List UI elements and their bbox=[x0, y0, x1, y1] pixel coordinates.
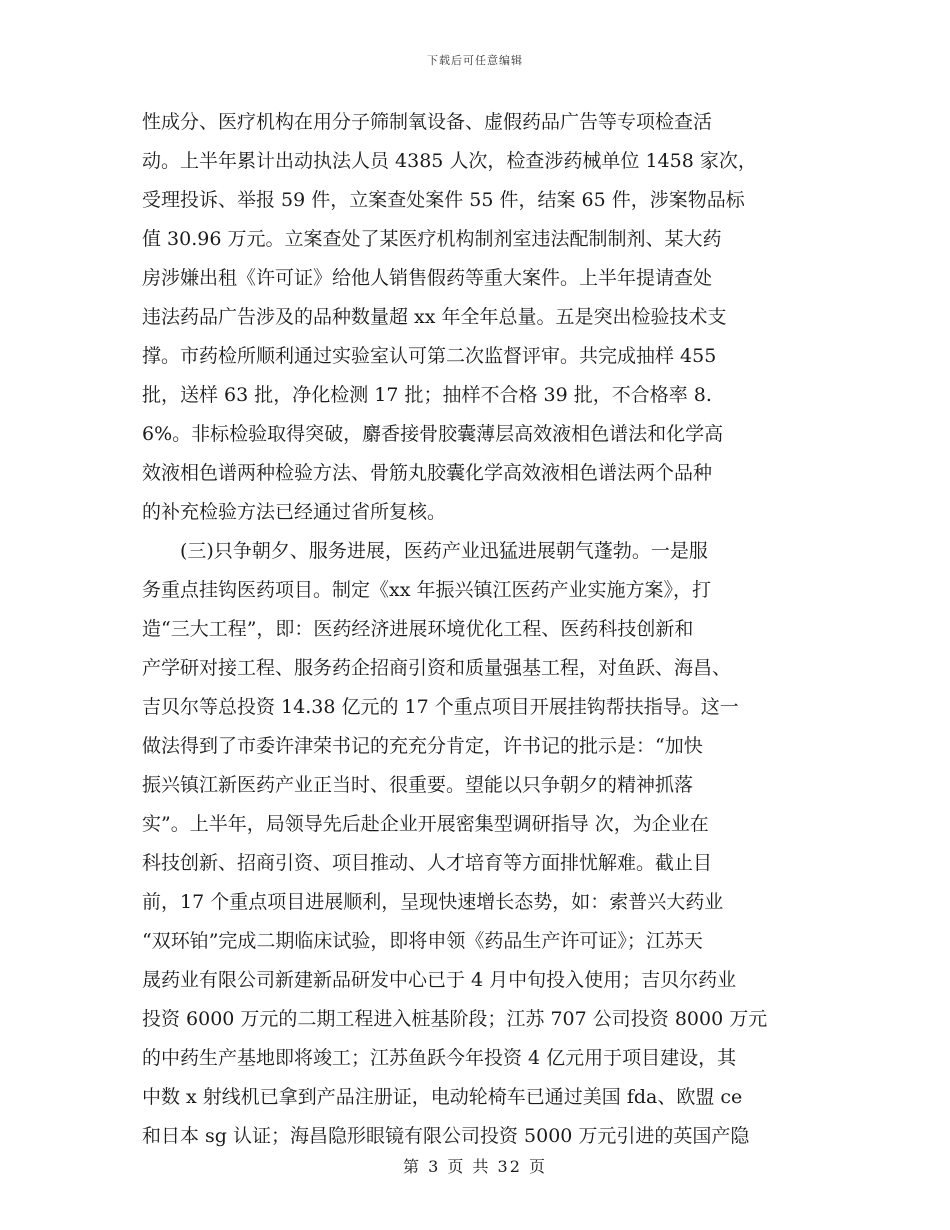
paragraph-start-line: (三)只争朝夕、服务进展，医药产业迅猛进展朝气蓬勃。一是服 bbox=[180, 540, 708, 562]
text-line: 房涉嫌出租《许可证》给他人销售假药等重大案件。上半年提请查处 bbox=[142, 267, 713, 289]
text-line: 值 30.96 万元。立案查处了某医疗机构制剂室违法配制制剂、某大药 bbox=[142, 228, 722, 250]
text-line: 科技创新、招商引资、项目推动、人才培育等方面排忧解难。截止目 bbox=[142, 852, 713, 874]
text-line: 前，17 个重点项目进展顺利，呈现快速增长态势，如：索普兴大药业 bbox=[142, 891, 724, 913]
text-line: 中数 x 射线机已拿到产品注册证，电动轮椅车已通过美国 fda、欧盟 ce bbox=[142, 1086, 743, 1108]
text-line: 违法药品广告涉及的品种数量超 xx 年全年总量。五是突出检验技术支 bbox=[142, 306, 727, 328]
text-line: 撑。市药检所顺利通过实验室认可第二次监督评审。共完成抽样 455 bbox=[142, 345, 717, 367]
text-line: 投资 6000 万元的二期工程进入桩基阶段；江苏 707 公司投资 8000 万元 bbox=[142, 1008, 768, 1030]
text-line: 和日本 sg 认证；海昌隐形眼镜有限公司投资 5000 万元引进的英国产隐 bbox=[142, 1125, 750, 1147]
text-line: 的中药生产基地即将竣工；江苏鱼跃今年投资 4 亿元用于项目建设，其 bbox=[142, 1047, 737, 1069]
page-header: 下载后可任意编辑 bbox=[427, 54, 523, 67]
text-line: 吉贝尔等总投资 14.38 亿元的 17 个重点项目开展挂钩帮扶指导。这一 bbox=[142, 696, 739, 718]
text-line: “双环铂”完成二期临床试验，即将申领《药品生产许可证》；江苏天 bbox=[142, 930, 703, 952]
text-line: 性成分、医疗机构在用分子筛制氧设备、虚假药品广告等专项检查活 bbox=[142, 111, 713, 133]
text-line: 的补充检验方法已经通过省所复核。 bbox=[142, 501, 447, 523]
text-line: 效液相色谱两种检验方法、骨筋丸胶囊化学高效液相色谱法两个品种 bbox=[142, 462, 713, 484]
text-line: 造“三大工程”，即：医药经济进展环境优化工程、医药科技创新和 bbox=[142, 618, 694, 640]
text-line: 务重点挂钩医药项目。制定《xx 年振兴镇江医药产业实施方案》，打 bbox=[142, 579, 711, 601]
document-body bbox=[142, 103, 822, 1156]
text-line: 批，送样 63 批，净化检测 17 批；抽样不合格 39 批，不合格率 8. bbox=[142, 384, 712, 406]
text-line: 振兴镇江新医药产业正当时、很重要。望能以只争朝夕的精神抓落 bbox=[142, 774, 694, 796]
text-line: 6%。非标检验取得突破，麝香接骨胶囊薄层高效液相色谱法和化学高 bbox=[142, 423, 724, 445]
page-number-footer: 第 3 页 共 32 页 bbox=[403, 1157, 547, 1176]
text-line: 晟药业有限公司新建新品研发中心已于 4 月中旬投入使用；吉贝尔药业 bbox=[142, 969, 737, 991]
text-line: 做法得到了市委许津荣书记的充充分肯定，许书记的批示是：“加快 bbox=[142, 735, 703, 757]
text-line: 实”。上半年，局领导先后赴企业开展密集型调研指导 次，为企业在 bbox=[142, 813, 709, 835]
text-line: 动。上半年累计出动执法人员 4385 人次，检查涉药械单位 1458 家次， bbox=[142, 150, 757, 172]
text-line: 受理投诉、举报 59 件，立案查处案件 55 件，结案 65 件，涉案物品标 bbox=[142, 189, 745, 211]
text-line: 产学研对接工程、服务药企招商引资和质量强基工程，对鱼跃、海昌、 bbox=[142, 657, 732, 679]
